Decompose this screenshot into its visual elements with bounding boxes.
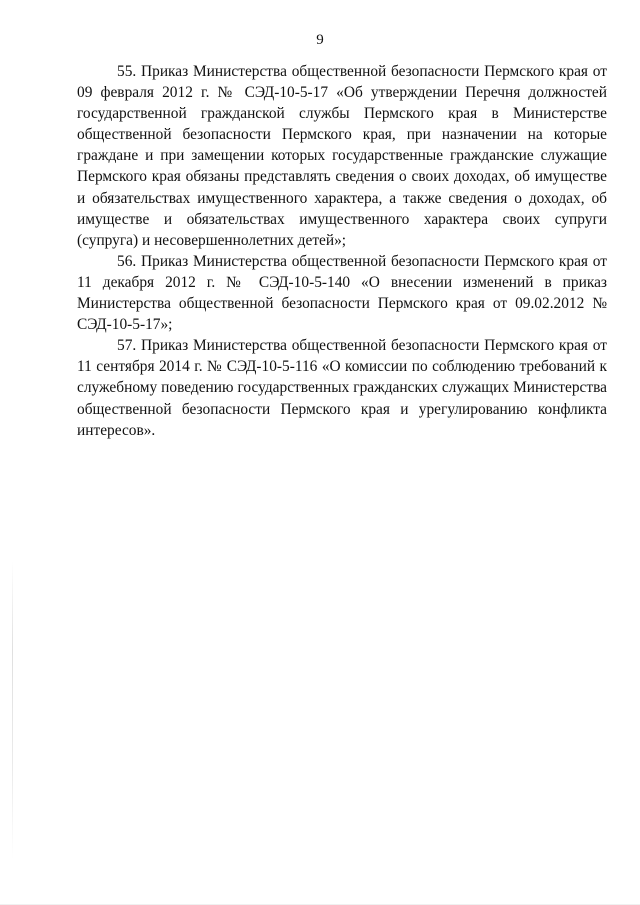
list-item-56: 56. Приказ Министерства общественной безопасности Пермского края от 11 декабря 2012 г. № СЭД-10-5-140 «О внесении изменений в приказ Министерства общественной безопасности Пермского края от 09.02.2012 № СЭД-10-5-17»; bbox=[77, 252, 607, 334]
scan-edge-shadow bbox=[12, 560, 13, 860]
document-body bbox=[77, 61, 607, 441]
list-item-55: 55. Приказ Министерства общественной безопасности Пермского края от 09 февраля 2012 г. № СЭД-10-5-17 «Об утверждении Перечня должностей государственной гражданской службы Пермского края в Министерстве общественной безопасности Пермского края, при назначении на которые граждане и при замещении которых государственные гражданские служащие Пермского края обязаны представлять сведения о своих доходах, об имуществе и обязательствах имущественного характера, а также сведения о доходах, об имуществе и обязательствах имущественного характера своих супруги (супруга) и несовершеннолетних детей»; bbox=[77, 63, 607, 249]
page-number: 9 bbox=[316, 32, 324, 48]
list-item-57: 57. Приказ Министерства общественной безопасности Пермского края от 11 сентября 2014 г. № СЭД-10-5-116 «О комиссии по соблюдению требований к служебному поведению государственных гражданских служащих Министерства общественной безопасности Пермского края и урегулированию конфликта интересов». bbox=[77, 337, 607, 439]
